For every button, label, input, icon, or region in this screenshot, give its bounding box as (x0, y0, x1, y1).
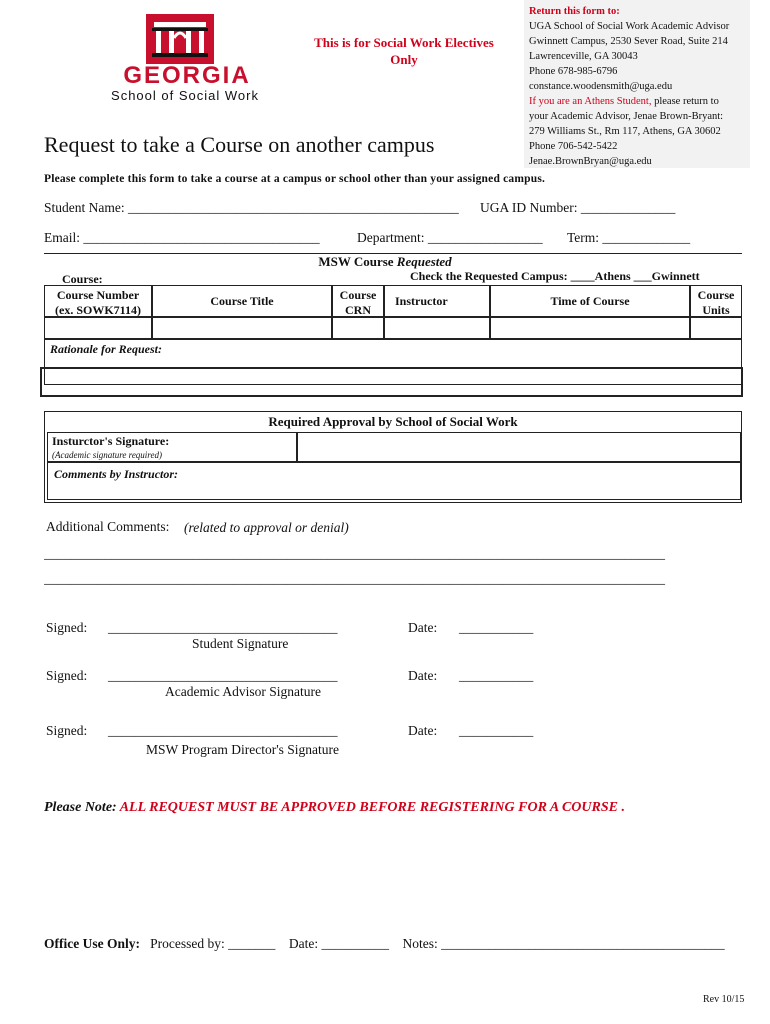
advisor-signature-line[interactable]: __________________________________ (108, 668, 338, 683)
email-field[interactable]: Email: ___________________________________ (44, 230, 320, 245)
signed-label: Signed: (46, 723, 88, 738)
date-label: Date: (408, 620, 438, 635)
athens-address-line: your Academic Advisor, Jenae Brown-Bryant: (529, 111, 724, 122)
campus-checkbox-line[interactable]: Check the Requested Campus: ____Athens ___Gwinnett (410, 269, 700, 283)
header-crn-line1: Course (339, 288, 377, 302)
advisor-signature-caption: Academic Advisor Signature (165, 684, 321, 699)
athens-address-line: 279 Williams St., Rm 117, Athens, GA 30602 (529, 126, 721, 137)
athens-email-link[interactable]: Jenae.BrownBryan@uga.edu (529, 156, 652, 167)
office-date-field[interactable]: Date: __________ (288, 936, 389, 951)
logo-georgia: GEORGIA (123, 62, 251, 89)
header-crn-line2: CRN (345, 303, 371, 317)
instructor-signature-input[interactable] (297, 432, 741, 462)
header-course-title: Course Title (152, 285, 332, 317)
advisor-date-line[interactable]: ___________ (459, 668, 534, 683)
logo-arch-icon (146, 14, 214, 64)
athens-line (529, 94, 746, 109)
director-date-line[interactable]: ___________ (459, 723, 534, 738)
header-instructor: Instructor (384, 285, 490, 317)
additional-comments-line-1[interactable]: ____________________________________________________________________________________________ (44, 546, 665, 561)
rationale-input[interactable] (40, 367, 743, 397)
director-signature-caption: MSW Program Director's Signature (146, 742, 340, 757)
course-title-input[interactable] (152, 317, 332, 339)
time-input[interactable] (490, 317, 690, 339)
office-use-label: Office Use Only: (44, 936, 140, 951)
additional-comments-line-2[interactable]: ____________________________________________________________________________________________ (44, 571, 665, 586)
student-name-field[interactable]: Student Name: _________________________________________________ (44, 200, 459, 215)
return-line: Gwinnett Campus, 2530 Sever Road, Suite 214 (529, 36, 728, 47)
instructor-signature-label: Insturctor's Signature: (52, 434, 170, 448)
approval-title: Required Approval by School of Social Work (268, 414, 518, 429)
processed-by-field[interactable]: Processed by: _______ (150, 936, 276, 951)
athens-suffix: please return to (651, 96, 719, 107)
signed-label: Signed: (46, 668, 88, 683)
return-heading: Return this form to: (529, 6, 620, 17)
return-line: Lawrenceville, GA 30043 (529, 51, 638, 62)
course-table-title-prefix: MSW Course (318, 254, 397, 269)
electives-note: This is for Social Work Electives Only (314, 35, 494, 67)
logo-school-subtitle: School of Social Work (111, 88, 259, 103)
course-crn-input[interactable] (332, 317, 384, 339)
header-course-number (44, 285, 152, 317)
header-units-line2: Units (702, 303, 730, 317)
course-number-input[interactable] (44, 317, 152, 339)
course-table-title (290, 254, 480, 270)
return-email-link[interactable]: constance.woodensmith@uga.edu (529, 81, 673, 92)
revision-label: Rev 10/15 (703, 994, 745, 1005)
header-course-units (690, 285, 742, 317)
department-field[interactable]: Department: _________________ (357, 230, 543, 245)
please-note (44, 800, 625, 816)
additional-comments-note: (related to approval or denial) (184, 520, 349, 535)
term-field[interactable]: Term: _____________ (567, 230, 691, 245)
date-label: Date: (408, 723, 438, 738)
director-signature-line[interactable]: __________________________________ (108, 723, 338, 738)
return-line: Phone 678-985-6796 (529, 66, 618, 77)
signed-label: Signed: (46, 620, 88, 635)
student-signature-line[interactable]: __________________________________ (108, 620, 338, 635)
please-note-text: ALL REQUEST MUST BE APPROVED BEFORE REGISTERING FOR A COURSE . (119, 800, 625, 815)
header-course-crn (332, 285, 384, 317)
office-use-line (44, 936, 725, 952)
instructions-text: Please complete this form to take a course at a campus or school other than your assigned campus. (44, 173, 546, 185)
additional-comments-label: Additional Comments: (46, 519, 170, 534)
course-label: Course: (62, 272, 103, 286)
page-title: Request to take a Course on another campus (44, 132, 435, 157)
instructor-comments-label: Comments by Instructor: (54, 467, 179, 481)
return-line: UGA School of Social Work Academic Advisor (529, 21, 730, 32)
header-time: Time of Course (490, 285, 690, 317)
instructor-input[interactable] (384, 317, 490, 339)
office-notes-field[interactable]: Notes: __________________________________________ (402, 936, 725, 951)
uga-id-field[interactable]: UGA ID Number: ______________ (480, 200, 676, 215)
header-course-number-text: Course Number (56, 288, 140, 302)
instructor-signature-sublabel: (Academic signature required) (52, 450, 162, 460)
date-label: Date: (408, 668, 438, 683)
course-table-title-em: Requested (396, 254, 452, 269)
header-units-line1: Course (697, 288, 735, 302)
rationale-label: Rationale for Request: (50, 342, 163, 356)
header-course-number-example: (ex. SOWK7114) (55, 303, 141, 317)
please-note-label: Please Note: (44, 800, 120, 815)
student-date-line[interactable]: ___________ (459, 620, 534, 635)
athens-prefix: If you are an Athens Student, (529, 96, 652, 107)
athens-address-line: Phone 706-542-5422 (529, 141, 618, 152)
course-units-input[interactable] (690, 317, 742, 339)
student-signature-caption: Student Signature (192, 636, 289, 651)
return-info-box (524, 0, 750, 168)
